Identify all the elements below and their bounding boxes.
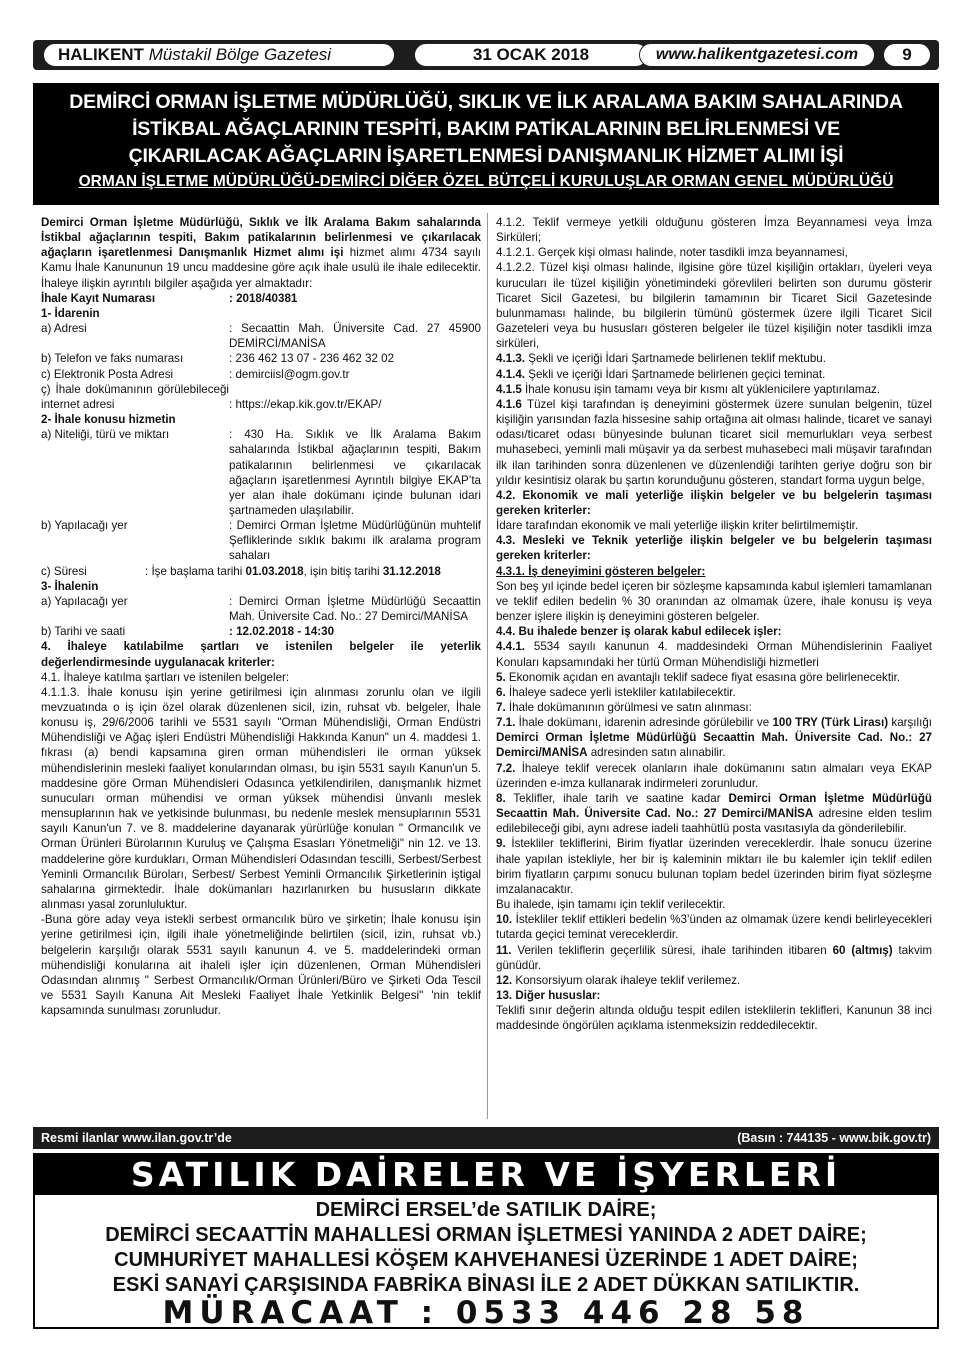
page-number: 9 bbox=[883, 43, 931, 67]
ad-line-2: DEMİRCİ SECAATTİN MAHALLESİ ORMAN İŞLETMESİ YANINDA 2 ADET DAİRE; bbox=[105, 1224, 867, 1246]
r8-num: 8. bbox=[496, 791, 506, 805]
r11-pre: Verilen tekliflerin geçerlilik süresi, ihale tarihinden itibaren bbox=[511, 943, 833, 957]
r9-text: İstekliler tekliflerini, Birim fiyatlar üzerinden vereceklerdir. İhale sonucu üzerine ihale yapılan istekliyle, her bir iş kaleminin miktarı ile bu kalemler için teklif edilen birim fiyatların çarpımı sonucu bulunan toplam bedel üzerinden birim fiyat sözleşme imzalanacaktır. bbox=[496, 837, 932, 896]
validity-days: 60 (altmış) bbox=[832, 943, 893, 957]
r5-text: Ekonomik açıdan en avantajlı teklif sadece fiyat esasına göre belirlenecektir. bbox=[505, 670, 901, 684]
r12-num: 12. bbox=[496, 973, 513, 987]
r415-text: İhale konusu işin tamamı veya bir kısmı alt yüklenicilere yaptırılamaz. bbox=[521, 382, 881, 396]
s1a-label: a) Adresi bbox=[41, 322, 87, 336]
s1cc-row bbox=[41, 382, 481, 412]
r415-para bbox=[496, 382, 932, 397]
s2b-label: b) Yapılacağı yer bbox=[41, 519, 128, 533]
section-2-title: 2- İhale konusu hizmetin bbox=[41, 413, 176, 427]
r9-para bbox=[496, 836, 932, 897]
ad-line-4: ESKİ SANAYİ ÇARŞISINDA FABRİKA BİNASI İLE 2 ADET DÜKKAN SATILIKTIR. bbox=[112, 1274, 860, 1296]
s2c-label: c) Süresi bbox=[41, 564, 87, 578]
section-4-title: 4. İhaleye katılabilme şartları ve istenilen belgeler ile yeterlik değerlendirmesinde uygulanacak kriterler: bbox=[41, 640, 481, 669]
left-column bbox=[41, 215, 481, 1018]
r8-end: adresine elden teslim edilebileceği gibi, aynı adrese iadeli taahhütlü posta vasıtasıyla da gönderilebilir. bbox=[496, 807, 933, 836]
email-value: : demirciisl@ogm.gov.tr bbox=[229, 367, 350, 381]
s1a-row bbox=[41, 321, 481, 351]
s4113-text: 4.1.1.3. İhale konusu işin yerine getirilmesi için alınması zorunlu olan ve ilgili mevzuatında o iş için özel olarak düzenlenen sicil, izin, ruhsat vb. belgeler, İhale konusu iş, 29/6/2006 tarihli ve 5531 sayılı "Orman Mühendisliği, Orman Endüstri Mühendisliği ve Ağaç işleri Endüstri Mühendisliği Hakkında Kanun" un 4. maddesi 1. fıkrası (a) bendi kapsamına giren orman mühendisleri ile orman yüksek mühendislerinin mesleki faaliyet konularından olması, bu işin 5531 sayılı Kanun'un 5. maddesine göre Orman Mühendisleri Odasınca yetkilendirilen, danışmanlık hizmet sunucuları orman mühendisi ve orman yüksek mühendisi ünvanlı meslek mensuplarının hak ve yetkisinde bulunması, bu nedenle meslek mensuplarının 5531 sayılı Kanun'un 7. ve 8. maddelerine dayanarak yürürlüğe konulan " Ormancılık ve Orman Ürünleri Bürolarının Kuruluş ve Çalışma Esasları Yönetmeliği" nin 12. ve 13. maddelerine göre kurdukları, Orman Mühendisleri Odasından tescilli, Serbest/Serbest Yeminli Ormancılık Büroları, Serbest/ Serbest Yeminli Ormancılık Şirketlerinin iştigal sahalarına girmektedir. İhale dokümanları hazırlanırken bu hususların dikkate alınması yasal zorunluluktur. bbox=[41, 685, 481, 912]
ihale-kayit-label: İhale Kayıt Numarası bbox=[41, 291, 156, 305]
r6-num: 6. bbox=[496, 685, 506, 699]
ad-line-1: DEMİRCİ ERSEL’de SATILIK DAİRE; bbox=[315, 1199, 657, 1221]
r416-num: 4.1.6 bbox=[496, 397, 522, 411]
s1b-label: b) Telefon ve faks numarası bbox=[41, 352, 184, 366]
s2b-row bbox=[41, 518, 481, 563]
s2c-value bbox=[145, 564, 481, 579]
notice-body bbox=[33, 207, 939, 1119]
r441-num: 4.4.1. bbox=[496, 640, 526, 654]
s4113b-text: -Buna göre aday veya istekli serbest ormancılık büro ve şirketin; İhale konusu işin yerine getirilmesi için, ilgili ihale yönetmeliğinde belirtilen (sicil, izin, ruhsat vb.) belgelerin karşılığı olarak 5531 sayılı kanunun 4. ve 5. maddelerindeki orman mühendisliği konularına ait ihaleli işler için düzenlenen, Orman Mühendisleri Odasından alınmış " Serbest Ormancılık/Orman Ürünleri/Büro ve Şirketi Oda Tescil ve 5531 Sayılı Kanuna Ait Mesleki Faaliyet İhale Yetkinlik Belgesi" 'nin teklif kapsamında sunulması zorunludur. bbox=[41, 913, 481, 1018]
s2c-pre: : İşe başlama tarihi bbox=[145, 564, 246, 578]
r11-end: takvim günüdür. bbox=[496, 943, 933, 972]
r7-para bbox=[496, 700, 932, 715]
r71-num: 7.1. bbox=[496, 716, 516, 730]
s1b-row bbox=[41, 351, 481, 366]
headline-line-2: İSTİKBAL AĞAÇLARININ TESPİTİ, BAKIM PATİKALARININ BELİRLENMESİ VE bbox=[132, 118, 840, 140]
r71-address: Demirci Orman İşletme Müdürlüğü Secaattin Mah. Üniversite Cad. No.: 27 Demirci/MANİSA bbox=[496, 731, 932, 760]
s3a-row bbox=[41, 594, 481, 624]
r10-para bbox=[496, 912, 932, 942]
r11-para bbox=[496, 943, 932, 973]
s3a-label: a) Yapılacağı yer bbox=[41, 594, 128, 608]
ihale-kayit-row bbox=[41, 291, 481, 306]
r43-title: 4.3. Mesleki ve Teknik yeterliğe ilişkin belgeler ve bu belgelerin taşıması gereken kriterler: bbox=[496, 534, 932, 563]
r9b-text: Bu ihalede, işin tamamı için teklif verilecektir. bbox=[496, 898, 726, 912]
r42-title: 4.2. Ekonomik ve mali yeterliğe ilişkin belgeler ve bu belgelerin taşıması gereken kriterler: bbox=[496, 488, 932, 517]
notice-headline bbox=[33, 83, 939, 205]
r9-num: 9. bbox=[496, 837, 506, 851]
masthead-bar bbox=[33, 40, 939, 70]
r441-text: 5534 sayılı kanunun 4. maddesindeki Orman Mühendislerinin Faaliyet Konuları kapsamındaki her türlü Orman Mühendisliği hizmetleri bbox=[496, 640, 932, 669]
ad-contact-phone: MÜRACAAT : 0533 446 28 58 bbox=[162, 1295, 810, 1331]
r416-text: Tüzel kişi tarafından iş deneyimini göstermek üzere sunulan belgenin, tüzel kişiliğin yarısından fazla hissesine sahip ortağına ait olması halinde, ticaret ve sanayi odası/ticaret odası bünyesinde bulunan ticaret sicil memurlukları veya serbest muhasebeci, yeminli mali müşavir ya da serbest muhasebeci mali müşavir tarafından ilk ilan tarihinden sonra düzenlenen ve düzenlendiği tarihten geriye doğru son bir yıldır kesintisiz olarak bu şartın korunduğunu gösteren, standart forma uygun belge, bbox=[496, 397, 932, 487]
s3b-row bbox=[41, 624, 481, 639]
ihale-kayit-value: : 2018/40381 bbox=[229, 291, 298, 305]
section-3-title: 3- İhalenin bbox=[41, 579, 99, 593]
s3b-label: b) Tarihi ve saati bbox=[41, 625, 126, 639]
intro-bold: Demirci Orman İşletme Müdürlüğü, Sıklık ve İlk Aralama Bakım sahalarında İstikbal ağaçlarının tespiti, Bakım patikalarının belirlenmesi ve çıkarılacak ağaçların işaretlenmesi Danışmanlık Hizmet alımı işi bbox=[41, 216, 481, 260]
r413-para bbox=[496, 351, 932, 366]
r8-pre: Teklifler, ihale tarih ve saatine kadar bbox=[505, 791, 729, 805]
r71-end: adresinden satın alınabilir. bbox=[587, 746, 726, 760]
r431-title: 4.3.1. İş deneyimini gösteren belgeler: bbox=[496, 564, 706, 578]
r11-num: 11. bbox=[496, 943, 512, 957]
r414-text: Şekli ve içeriği İdari Şartnamede belirlenen geçici teminat. bbox=[525, 367, 826, 381]
s1b-value: : 236 462 13 07 - 236 462 32 02 bbox=[229, 352, 395, 366]
r414-para bbox=[496, 367, 932, 382]
section-1-title: 1- İdarenin bbox=[41, 306, 100, 320]
r13-title: 13. Diğer hususlar: bbox=[496, 988, 601, 1002]
r10-text: İstekliler teklif ettikleri bedelin %3’ünden az olmamak üzere kendi belirleyecekleri tutarda geçici teminat vereceklerdir. bbox=[496, 913, 932, 942]
footer-left-link[interactable]: Resmi ilanlar www.ilan.gov.tr’de bbox=[41, 1131, 232, 1145]
s2a-value: : 430 Ha. Sıklık ve İlk Aralama Bakım sahalarında İstikbal ağaçlarının tespiti, Bakım patikalarının belirlenmesi ve çıkarılacak ağaçların işaretlenmesi Ayrıntılı bilgiye EKAP’ta yer alan ihale dokümanı içinde bulunan idari şartnameden ulaşılabilir. bbox=[229, 428, 481, 517]
r415-num: 4.1.5 bbox=[496, 382, 522, 396]
s2b-value: : Demirci Orman İşletme Müdürlüğünün muhtelif Şefliklerinde sıklık bakımı ilk aralama program sahaları bbox=[229, 519, 481, 563]
r5-para bbox=[496, 670, 932, 685]
s1c-row bbox=[41, 367, 481, 382]
r6-text: İhaleye sadece yerli istekliler katılabilecektir. bbox=[505, 685, 736, 699]
r12-text: Konsorsiyum olarak ihaleye teklif verilemez. bbox=[512, 973, 741, 987]
r4121-text: 4.1.2.1. Gerçek kişi olması halinde, noter tasdikli imza beyannamesi, bbox=[496, 246, 848, 260]
intro-paragraph bbox=[41, 215, 481, 291]
r4122-text: 4.1.2.2. Tüzel kişi olması halinde, ilgisine göre tüzel kişiliğin ortakları, üyeleri veya kurucuları ile tüzel kişiliğin yönetimindeki görevlileri belirten son durumu gösterir Ticaret Sicil Gazetesi, bu bilgilerin tamamının bir Ticaret Sicil Gazetesinde bulunmaması halinde, bu bilgilerin tümünü göstermek üzere ilgili Ticaret Sicil Gazeteleri veya bu hususları gösteren belgeler ile tüzel kişiliğin noter tasdikli imza sirküleri, bbox=[496, 261, 932, 351]
r71-mid: karşılığı bbox=[888, 716, 932, 730]
r8-para bbox=[496, 791, 932, 836]
r71-para bbox=[496, 715, 932, 760]
r7-text: İhale dokümanının görülmesi ve satın alınması: bbox=[505, 701, 752, 714]
masthead-brand bbox=[43, 43, 395, 67]
ad-line-3: CUMHURİYET MAHALLESİ KÖŞEM KAHVEHANESİ ÜZERİNDE 1 ADET DAİRE; bbox=[114, 1249, 858, 1271]
ekap-link[interactable]: : https://ekap.kik.gov.tr/EKAP/ bbox=[229, 397, 382, 411]
notice-footer bbox=[33, 1127, 939, 1149]
document-price: 100 TRY (Türk Lirası) bbox=[772, 716, 889, 730]
r414-num: 4.1.4. bbox=[496, 367, 526, 381]
r6-para bbox=[496, 685, 932, 700]
r72-para bbox=[496, 761, 932, 791]
issue-date: 31 OCAK 2018 bbox=[414, 43, 648, 67]
s2c-mid: , işin bitiş tarihi bbox=[303, 564, 383, 578]
r72-num: 7.2. bbox=[496, 761, 516, 775]
r7-num: 7. bbox=[496, 701, 506, 714]
headline-line-1: DEMİRCİ ORMAN İŞLETME MÜDÜRLÜĞÜ, SIKLIK VE İLK ARALAMA BAKIM SAHALARINDA bbox=[69, 91, 903, 113]
r13-text: Teklifi sınır değerin altında olduğu tespit edilen isteklilerin teklifleri, Kanunun 38 inci maddesinde öngörülen açıklama istenmeksizin reddedilecektir. bbox=[496, 1004, 932, 1033]
column-divider bbox=[487, 213, 488, 1119]
brand-name: HALIKENT bbox=[58, 45, 144, 64]
intro-text: hizmet alımı 4734 sayılı Kamu İhale Kanununun 19 uncu maddesine göre açık ihale usulü ile ihale edilecektir. İhaleye ilişkin ayrıntılı bilgiler aşağıda yer almaktadır: bbox=[41, 246, 481, 290]
s2a-label: a) Niteliği, türü ve miktarı bbox=[41, 428, 170, 442]
classified-ad bbox=[33, 1153, 939, 1329]
r5-num: 5. bbox=[496, 670, 506, 684]
r441-para bbox=[496, 639, 932, 669]
s1a-value: : Secaattin Mah. Üniversite Cad. 27 45900 DEMİRCİ/MANİSA bbox=[229, 322, 481, 351]
r431-text: Son beş yıl içinde bedel içeren bir sözleşme kapsamında kabul işlemleri tamamlanan ve teklif edilen bedelin % 30 oranından az olmamak üzere, ihale konusu iş veya benzer işlere ilişkin iş deneyimini gösteren belgeler. bbox=[496, 579, 932, 624]
r413-num: 4.1.3. bbox=[496, 352, 526, 366]
tender-datetime: : 12.02.2018 - 14:30 bbox=[229, 625, 335, 639]
s1cc-label: ç) İhale dokümanının görülebileceği internet adresi bbox=[41, 382, 229, 411]
r10-num: 10. bbox=[496, 913, 513, 927]
s3a-value: : Demirci Orman İşletme Müdürlüğü Secaattin Mah. Üniversite Cad. No.: 27 Demirci/MANİSA bbox=[229, 594, 481, 624]
r12-para bbox=[496, 973, 932, 988]
s41-text: 4.1. İhaleye katılma şartları ve istenilen belgeler: bbox=[41, 670, 290, 684]
s2a-row bbox=[41, 427, 481, 518]
s2c-row bbox=[41, 564, 481, 579]
r42-text: İdare tarafından ekonomik ve mali yeterliğe ilişkin kriter belirtilmemiştir. bbox=[496, 519, 859, 533]
right-column bbox=[496, 215, 932, 1033]
r72-text: İhaleye teklif verecek olanların ihale dokümanını satın almaları veya EKAP üzerinden e-imza kullanarak indirmeleri zorunludur. bbox=[496, 761, 932, 790]
ad-title: SATILIK DAİRELER VE İŞYERLERİ bbox=[35, 1155, 937, 1195]
r71-pre: İhale dokümanı, idarenin adresinde görülebilir ve bbox=[515, 716, 773, 730]
headline-line-3: ÇIKARILACAK AĞAÇLARIN İŞARETLENMESİ DANIŞMANLIK HİZMET ALIMI İŞİ bbox=[128, 145, 844, 167]
r44-title: 4.4. Bu ihalede benzer iş olarak kabul edilecek işler: bbox=[496, 625, 782, 639]
headline-subline: ORMAN İŞLETME MÜDÜRLÜĞÜ-DEMİRCİ DİĞER ÖZEL BÜTÇELİ KURULUŞLAR ORMAN GENEL MÜDÜRLÜĞÜ bbox=[78, 173, 894, 190]
r8-address: Demirci Orman İşletme Müdürlüğü Secaattin Mah. Üniversite Cad. No.: 27 Demirci/MANİSA bbox=[496, 791, 932, 821]
s1c-label: c) Elektronik Posta Adresi bbox=[41, 367, 174, 381]
website-link[interactable]: www.halikentgazetesi.com bbox=[639, 43, 875, 67]
r412-text: 4.1.2. Teklif vermeye yetkili olduğunu gösteren İmza Beyannamesi veya İmza Sirküleri; bbox=[496, 216, 932, 245]
r416-para bbox=[496, 397, 932, 488]
end-date: 31.12.2018 bbox=[382, 564, 441, 578]
footer-right-link[interactable]: (Basın : 744135 - www.bik.gov.tr) bbox=[737, 1131, 931, 1145]
start-date: 01.03.2018 bbox=[245, 564, 304, 578]
brand-subtitle: Müstakil Bölge Gazetesi bbox=[148, 45, 332, 64]
r413-text: Şekli ve içeriği İdari Şartnamede belirlenen teklif mektubu. bbox=[525, 352, 826, 366]
